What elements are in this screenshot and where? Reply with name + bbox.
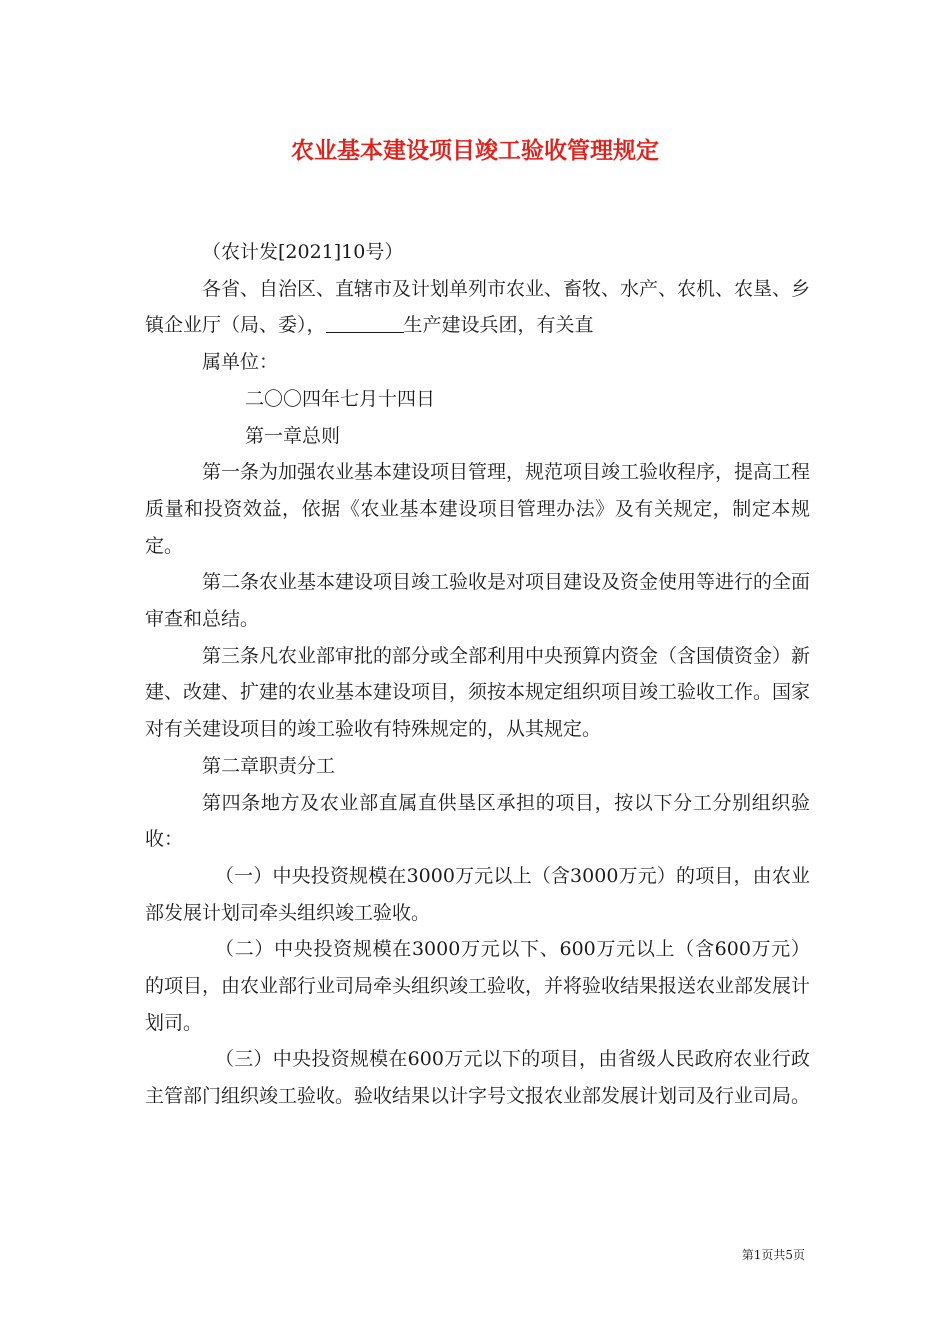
document-title: 农业基本建设项目竣工验收管理规定: [291, 137, 659, 164]
chapter-2-heading: 第二章职责分工: [202, 754, 336, 777]
article-1: 第一条为加强农业基本建设项目管理，规范项目竣工验收程序，提高工程质量和投资效益，依据《农业基本建设项目管理办法》及有关规定，制定本规定。: [145, 461, 811, 557]
addressee-units: 属单位：: [202, 351, 279, 374]
article-4: 第四条地方及农业部直属直供垦区承担的项目，按以下分工分别组织验收：: [145, 791, 810, 851]
article-4-item-2: （二）中央投资规模在3000万元以下、600万元以上（含600万元）的项目，由农业部行业司局牵头组织竣工验收，并将验收结果报送农业部发展计划司。: [145, 938, 811, 1034]
article-4-item-1: （一）中央投资规模在3000万元以上（含3000万元）的项目，由农业部发展计划司牵头组织竣工验收。: [145, 864, 810, 924]
document-body: [145, 234, 810, 1115]
page-number: 第1页共5页: [741, 1248, 805, 1262]
article-2: 第二条农业基本建设项目竣工验收是对项目建设及资金使用等进行的全面审查和总结。: [145, 571, 811, 631]
doc-number: （农计发[2021]10号）: [202, 241, 404, 263]
addressee-text: 各省、自治区、直辖市及计划单列市农业、畜牧、水产、农机、农垦、乡镇企业厅（局、委），: [145, 277, 811, 337]
issue-date: 二〇〇四年七月十四日: [245, 387, 436, 410]
chapter-1-heading: 第一章总则: [245, 424, 341, 447]
addressee-suffix: 生产建设兵团，有关直: [403, 314, 594, 337]
article-3: 第三条凡农业部审批的部分或全部利用中央预算内资金（含国债资金）新建、改建、扩建的农业基本建设项目，须按本规定组织项目竣工验收工作。国家对有关建设项目的竣工验收有特殊规定的，从其规定。: [145, 644, 811, 741]
addressee: [145, 271, 810, 344]
article-4-item-3: （三）中央投资规模在600万元以下的项目，由省级人民政府农业行政主管部门组织竣工验收。验收结果以计字号文报农业部发展计划司及行业司局。: [145, 1048, 811, 1108]
blank-underline: [326, 312, 404, 333]
